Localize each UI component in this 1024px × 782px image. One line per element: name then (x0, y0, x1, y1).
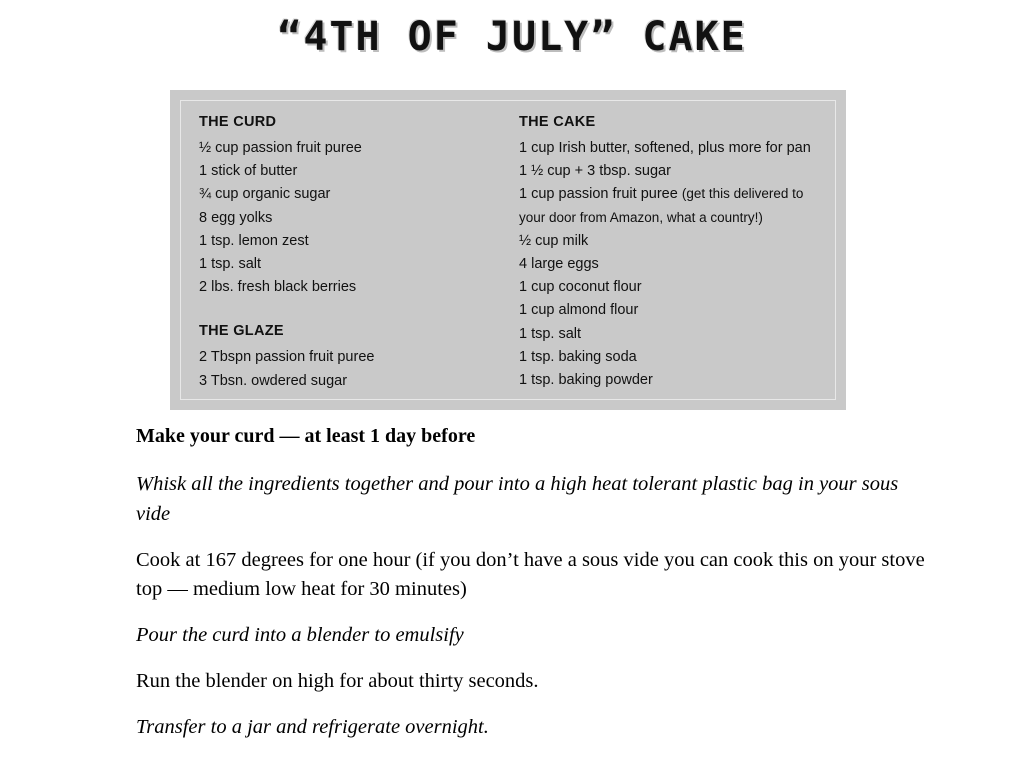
list-item: 1 tsp. baking powder (519, 371, 653, 388)
list-item: 1 tsp. salt (519, 325, 582, 342)
list-item: 1 stick of butter (199, 163, 298, 180)
list-item: 1 tsp. baking soda (519, 348, 637, 365)
page-title: “4TH OF JULY” CAKE (277, 14, 747, 60)
list-item: 2 Tbspn passion fruit puree (199, 349, 375, 366)
ingredients-column-left (199, 114, 519, 389)
instruction-step: Whisk all the ingredients together and pour into a high heat tolerant plastic bag in your sous vide (136, 473, 899, 525)
list-item: 3 Tbsn. owdered sugar (199, 372, 348, 389)
list-item: 1 cup coconut flour (519, 279, 642, 296)
section-heading-the-glaze: THE GLAZE (199, 323, 284, 340)
instruction-step: Transfer to a jar and refrigerate overnight. (136, 716, 489, 739)
ingredients-column-right (519, 114, 817, 386)
list-item: ¾ cup organic sugar (199, 186, 331, 203)
instruction-step: Run the blender on high for about thirty seconds. (136, 669, 539, 692)
list-item: 1 ½ cup + 3 tbsp. sugar (519, 163, 671, 180)
section-heading-the-curd: THE CURD (199, 114, 277, 130)
ingredient-list-the-curd (199, 137, 519, 299)
ingredient-note: (get this delivered to your door from Amazon, what a country!) (519, 186, 804, 225)
list-item: 2 lbs. fresh black berries (199, 279, 357, 296)
list-item: 4 large eggs (519, 255, 599, 272)
instruction-step: Pour the curd into a blender to emulsify (136, 623, 464, 646)
list-item: ½ cup milk (519, 232, 589, 249)
ingredients-panel (170, 90, 846, 410)
list-item: 1 tsp. lemon zest (199, 232, 309, 249)
instruction-step: Cook at 167 degrees for one hour (if you don’t have a sous vide you can cook this on your stove top — medium low heat for 30 minutes) (136, 548, 925, 600)
instructions-section (136, 422, 936, 759)
list-item: 1 tsp. salt (199, 255, 262, 272)
instruction-step-heading: Make your curd — at least 1 day before (136, 425, 476, 447)
ingredient-list-the-cake (519, 137, 817, 392)
list-item: ½ cup passion fruit puree (199, 140, 362, 156)
section-heading-the-cake: THE CAKE (519, 114, 596, 130)
list-item: 1 cup Irish butter, softened, plus more for pan (519, 140, 811, 156)
ingredient-list-the-glaze (199, 346, 519, 392)
ingredients-panel-inner (180, 100, 836, 400)
list-item: 1 cup passion fruit puree (get this delivered to your door from Amazon, what a country!) (519, 186, 804, 225)
list-item: 1 cup almond flour (519, 302, 639, 319)
list-item: 8 egg yolks (199, 209, 273, 226)
